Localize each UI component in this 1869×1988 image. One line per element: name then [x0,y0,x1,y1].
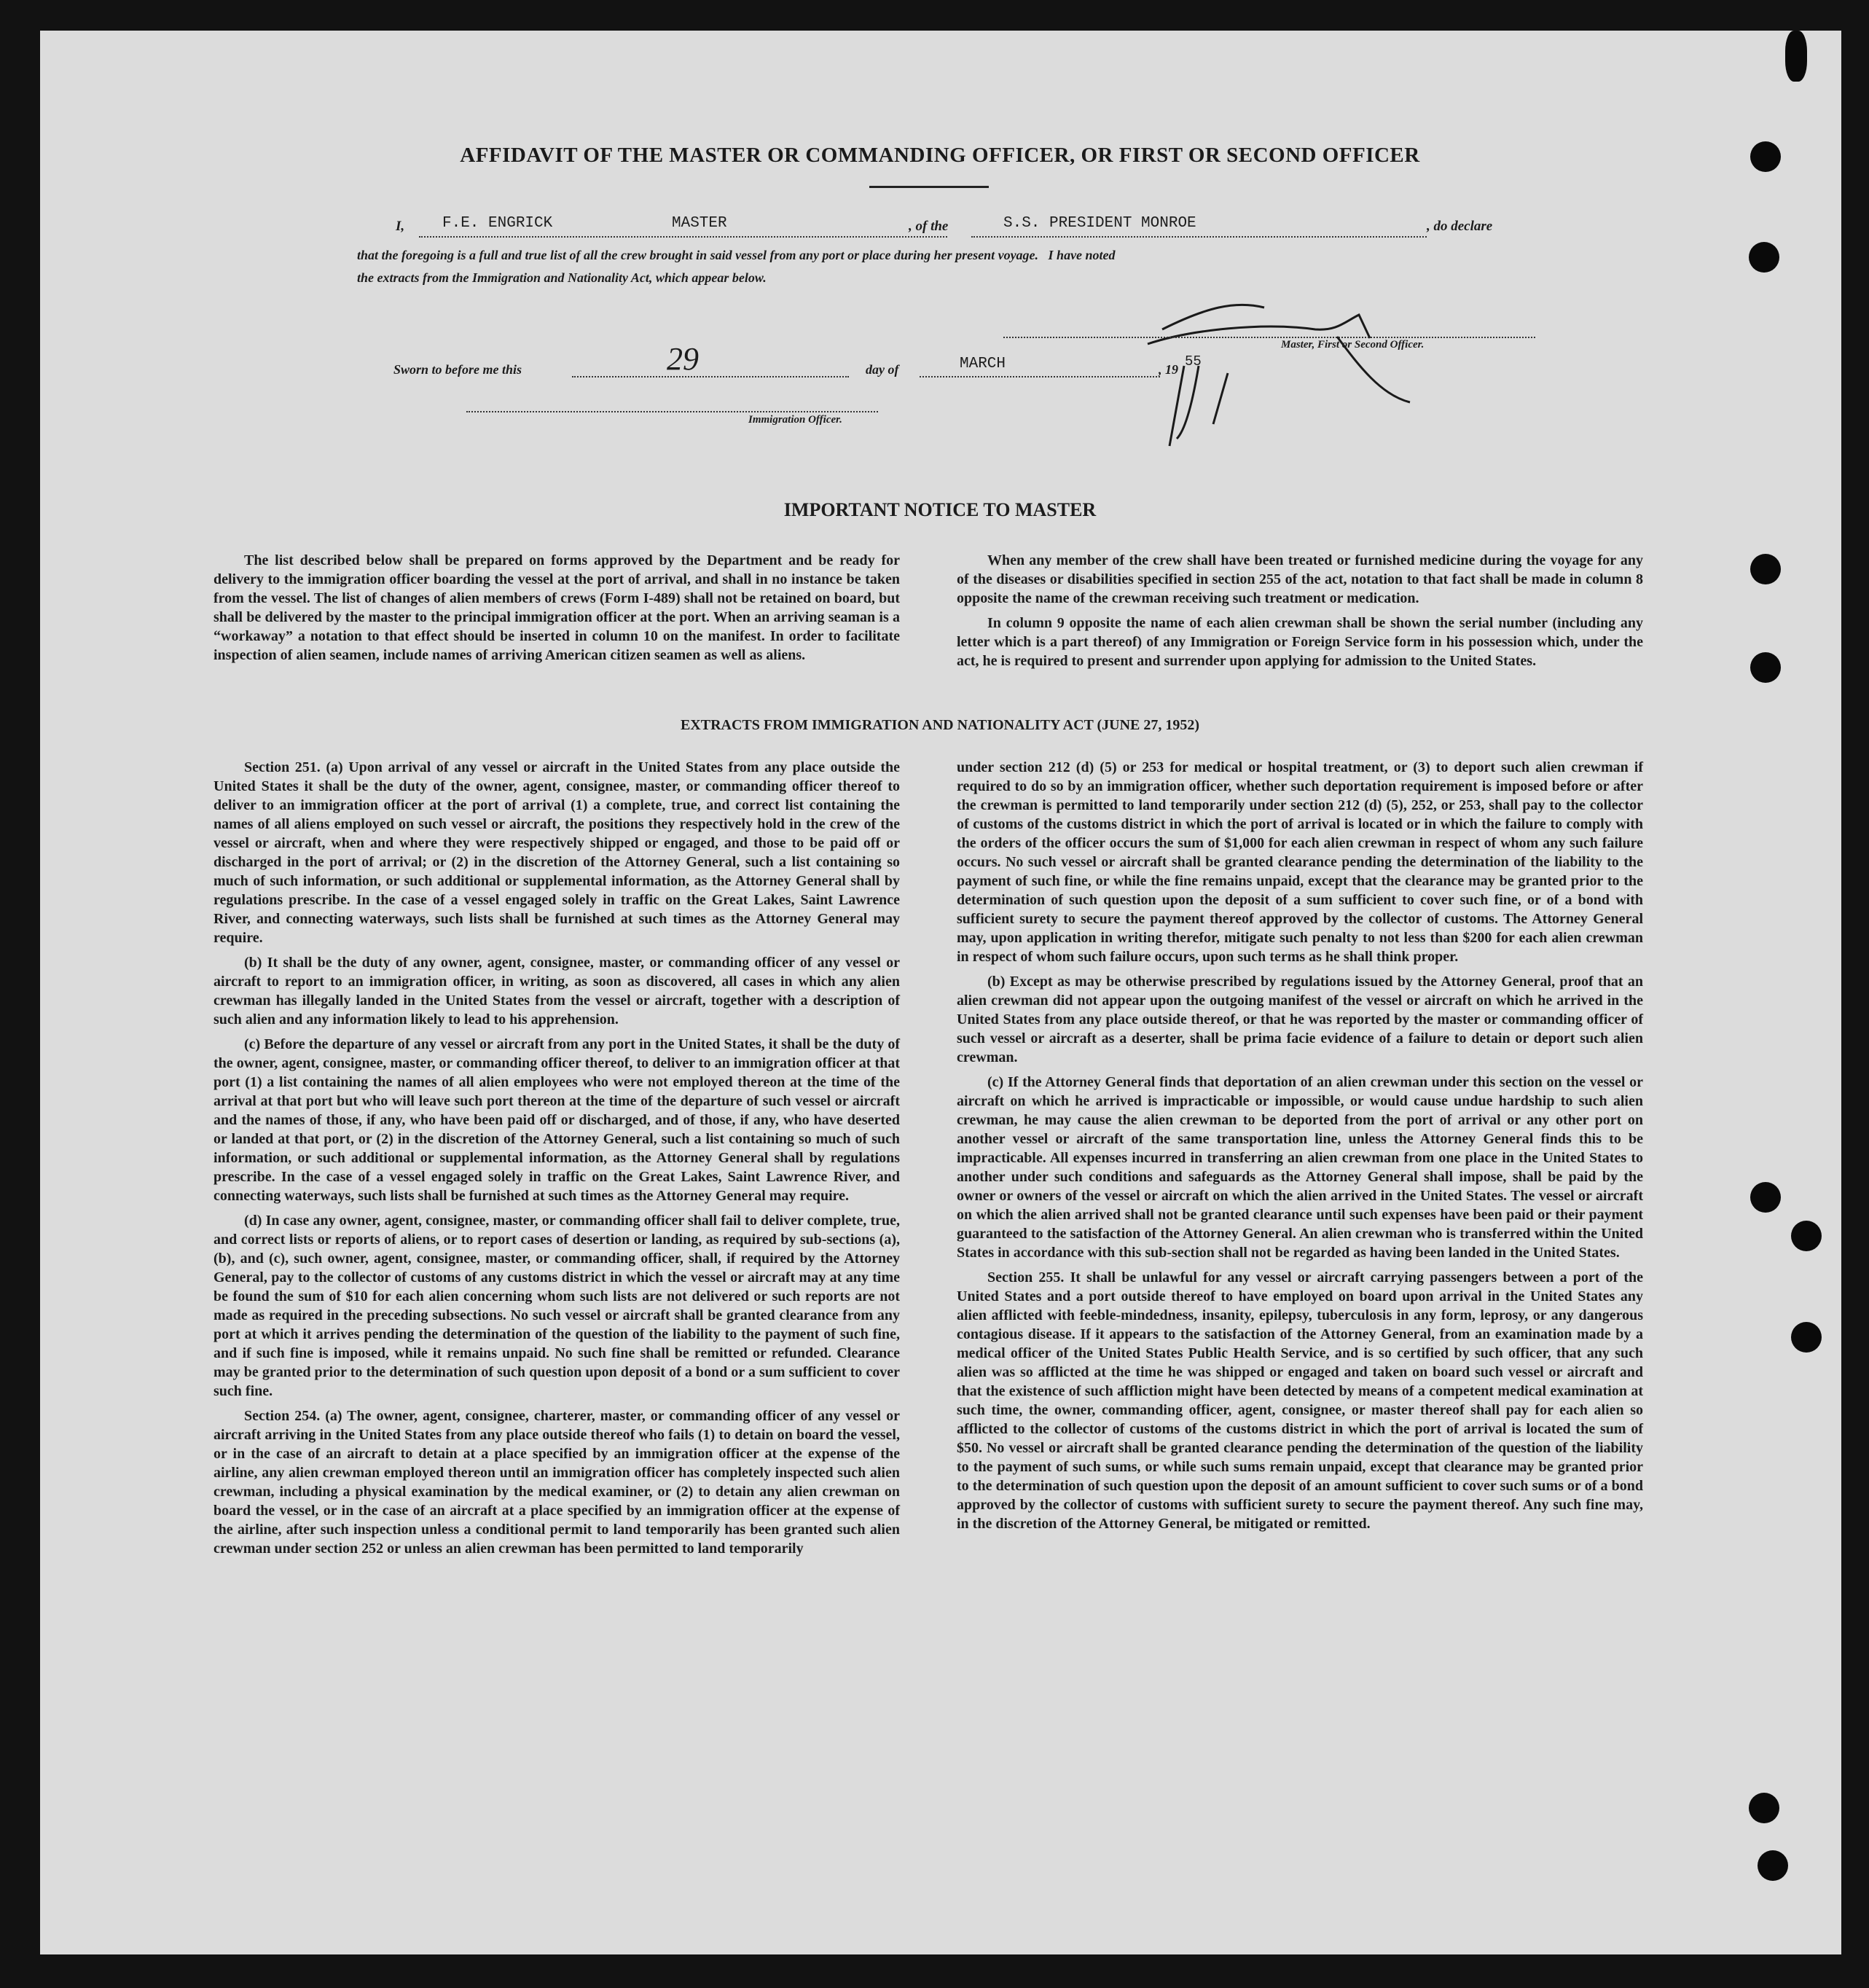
sworn-label: Sworn to before me this [393,362,522,377]
signature-dotline [1003,337,1535,338]
day-of-label: day of [866,362,899,377]
extracts-title: EXTRACTS FROM IMMIGRATION AND NATIONALITY ACT (JUNE 27, 1952) [680,717,1200,733]
binder-hole-icon [1749,242,1779,273]
vessel-dotline [971,236,1427,238]
year-suffix: 55 [1185,353,1202,369]
section-254-a-continued: under section 212 (d) (5) or 253 for medical or hospital treatment, or (3) to deport such alien crewman if required to do so by an immigration officer, whether such deportation requirement is imposed before or after the crewman is permitted to land temporarily under section 212 (d) (5), 252, or 253, shall pay to the collector of customs of the customs district in which the port of arrival is located or in which the failure to comply with the orders of the officer occurs the sum of $1,000 for each alien crewman in respect of whom any such failure occurs. No such vessel or aircraft shall be granted clearance pending the determination of the liability to the payment of such fine, or while the fine remains unpaid, except that the clearance may be granted prior to the determination of such question upon the deposit of a sum sufficient to cover such fine, or of a bond with sufficient surety to secure the payment thereof approved by the collector of customs. The Attorney General may, upon application in writing therefor, mitigate such penalty to not less than $200 for each alien crewman in respect of whom such failure occurs, upon such terms as he shall think proper. [957,759,1643,965]
sworn-day: 29 [667,341,699,377]
binder-hole-icon [1791,1221,1822,1251]
handwritten-signature-icon [1118,278,1527,453]
binder-hole-icon [1749,1793,1779,1823]
extracts-left-column [213,758,900,1564]
immigration-officer-dotline [466,411,878,412]
section-255: Section 255. It shall be unlawful for any vessel or aircraft carrying passengers between a port of the United States and a port outside thereof to have employed on board upon arrival in the United States any alien afflicted with feeble-mindedness, insanity, epilepsy, tuberculosis in any form, leprosy, or any dangerous contagious disease. If it appears to the satisfaction of the Attorney General, from an examination made by a medical officer of the United States Public Health Service, and is so certified by such officer, that any such alien was so afflicted at the time he was shipped or engaged and taken on board such vessel or aircraft and that the existence of such affliction might have been detected by means of a competent medical examination at such time, the owner, commanding officer, agent, consignee, or master thereof shall pay for each alien so afflicted to the collector of customs of the customs district in which the port of arrival is located the sum of $50. No vessel or aircraft shall be granted clearance pending the determination of the question of the liability to the payment of such sums, or while such sums remain unpaid, except that clearance may be granted prior to the determination of such question upon the deposit of an amount sufficient to cover such sums or of a bond approved by the collector of customs with sufficient surety to secure the payment thereof. Any such fine may, in the discretion of the Attorney General, be mitigated or remitted. [957,1269,1643,1532]
name-dotline [419,236,947,238]
section-251-c: (c) Before the departure of any vessel or aircraft from any port in the United States, it shall be the duty of the owner, agent, consignee, master, or commanding officer thereof, to deliver to an immigration officer at that port (1) a list containing the names of all alien employees who were not employed thereon at the time of the arrival at that port but who will leave such port thereon at the time of the departure of such vessel or aircraft and the names of those, if any, who have been paid off or discharged, and of those, if any, who have deserted or landed at that port, or (2) in the discretion of the Attorney General, such a list containing so much of such information, or such additional or supplemental information, as the Attorney General shall by regulations prescribe. In the case of a vessel engaged solely in traffic on the Great Lakes, Saint Lawrence River, and connecting waterways, such lists shall be furnished at such times as the Attorney General may require. [213,1036,900,1204]
binder-hole-icon [1758,1850,1788,1881]
declaration-statement-line-2: the extracts from the Immigration and Nationality Act, which appear below. [357,270,767,285]
binder-hole-icon [1791,1322,1822,1353]
affidavit-title: AFFIDAVIT OF THE MASTER OR COMMANDING OFFICER, OR FIRST OR SECOND OFFICER [460,144,1420,167]
section-251-d: (d) In case any owner, agent, consignee, master, or commanding officer shall fail to deliver complete, true, and correct lists or reports of aliens, or to report cases of desertion or landing, as required by sub-sections (a), (b), and (c), such owner, agent, consignee, master, or commanding officer, shall, if required by the Attorney General, pay to the collector of customs of any customs district in which the vessel or aircraft may at any time be found the sum of $10 for each alien concerning whom such lists are not delivered or such reports are not made as required in the preceding subsections. No such vessel or aircraft shall be granted clearance from any port at which it arrives pending the determination of the question of the liability to the payment of such fine, and if such fine is imposed, while it remains unpaid. No such fine shall be remitted or refunded. Clearance may be granted prior to the determination of such question upon deposit of a bond or a sum sufficient to cover such fine. [213,1213,900,1399]
section-254-a: Section 254. (a) The owner, agent, consignee, charterer, master, or commanding officer of any vessel or aircraft arriving in the United States from any place outside thereof who fails (1) to detain on board the vessel, or in the case of an aircraft to detain at a place specified by an immigration officer at the expense of the airline, any alien crewman employed thereon until an immigration officer has completely inspected such alien crewman, including a physical examination by the medical examiner, or (2) to detain any alien crewman on board the vessel, or in the case of an aircraft at a place specified by an immigration officer at the expense of the airline, after such inspection unless a conditional permit to land temporarily has been granted such alien crewman under section 252 or unless an alien crewman has been permitted to land temporarily [213,1408,900,1557]
binder-hole-icon [1750,554,1781,584]
sworn-month: MARCH [960,356,1006,372]
vessel-name: S.S. PRESIDENT MONROE [1003,215,1196,232]
master-name: F.E. ENGRICK [442,215,553,232]
notice-left-column [213,551,900,670]
extracts-right-column [957,758,1643,1539]
title-divider [869,186,989,188]
of-the-label: , of the [909,219,949,234]
i-label: I, [396,219,405,234]
binder-hole-icon [1750,1182,1781,1213]
immigration-officer-caption: Immigration Officer. [748,414,842,426]
notice-left-paragraph: The list described below shall be prepared on forms approved by the Department and be ready for delivery to the immigration officer boarding the vessel at the port of arrival, and shall in no instance be taken from the vessel. The list of changes of alien members of crews (Form I-489) shall not be retained on board, but shall be delivered by the master to the principal immigration officer at the port. When an arriving seaman is a “workaway” a notation to that effect should be inserted in column 10 on the manifest. In order to facilitate inspection of alien seamen, include names of arriving American citizen seamen as well as aliens. [213,552,900,663]
section-251-a: Section 251. (a) Upon arrival of any vessel or aircraft in the United States from any place outside the United States it shall be the duty of the owner, agent, consignee, master, or commanding officer thereof to deliver to an immigration officer at the port of arrival (1) a complete, true, and correct list containing the names of all aliens employed on such vessel or aircraft, the positions they respectively hold in the crew of the vessel or aircraft, when and where they were respectively shipped or engaged, and those to be paid off or discharged in the port of arrival; or (2) in the discretion of the Attorney General, such a list containing so much of such information, or such additional or supplemental information, as the Attorney General shall by regulations prescribe. In the case of a vessel engaged solely in traffic on the Great Lakes, Saint Lawrence River, and connecting waterways, such lists shall be furnished at such times as the Attorney General may require. [213,759,900,946]
signature-caption: Master, First or Second Officer. [1281,339,1425,351]
section-254-c: (c) If the Attorney General finds that deportation of an alien crewman under this section on the vessel or aircraft on which he arrived is impracticable or impossible, or would cause undue hardship to such alien crewman, he may cause the alien crewman to be deported from the port of arrival or any other port on another vessel or aircraft of the same transportation line, unless the Attorney General finds this to be impracticable. All expenses incurred in transferring an alien crewman from one place in the United States to another under such conditions and safeguards as the Attorney General shall impose, shall be paid by the owner or owners of the vessel or aircraft on which the alien arrived in the United States. The vessel or aircraft on which the alien arrived shall not be granted clearance until such expenses have been paid or their payment guaranteed to the satisfaction of the Attorney General. An alien crewman who is transferred within the United States in accordance with this sub-section shall not be regarded as having been landed in the United States. [957,1074,1643,1261]
section-251-b: (b) It shall be the duty of any owner, agent, consignee, master, or commanding officer of any vessel or aircraft to report to an immigration officer, in writing, as soon as discovered, all cases in which any alien crewman has illegally landed in the United States from the vessel or aircraft, together with a description of such alien and any information likely to lead to his apprehension. [213,955,900,1028]
day-dotline [572,376,849,377]
month-dotline [920,376,1160,377]
binder-hole-icon [1785,31,1807,82]
do-declare-label: , do declare [1427,219,1493,234]
declaration-statement-line-1: that the foregoing is a full and true list of all the crew brought in said vessel from any port or place during her present voyage. I have noted [357,248,1116,262]
document-page [40,31,1841,1954]
notice-right-paragraph-2: In column 9 opposite the name of each alien crewman shall be shown the serial number (including any letter which is a part thereof) of any Immigration or Foreign Service form in his possession which, under the act, he is required to present and surrender upon applying for admission to the United States. [957,615,1643,669]
notice-right-column [957,551,1643,676]
year-prefix: , 19 [1159,362,1178,377]
binder-hole-icon [1750,652,1781,683]
notice-right-paragraph-1: When any member of the crew shall have been treated or furnished medicine during the voyage for any of the diseases or disabilities specified in section 255 of the act, notation to that fact shall be made in column 8 opposite the name of the crewman receiving such treatment or medication. [957,552,1643,606]
notice-title: IMPORTANT NOTICE TO MASTER [783,499,1097,520]
master-rank: MASTER [672,215,727,232]
section-254-b: (b) Except as may be otherwise prescribed by regulations issued by the Attorney General, proof that an alien crewman did not appear upon the outgoing manifest of the vessel or aircraft on which he arrived in the United States from any place outside thereof, or that he was reported by the master or commanding officer of such vessel or aircraft as a deserter, shall be prima facie evidence of a failure to detain or deport such alien crewman. [957,974,1643,1065]
